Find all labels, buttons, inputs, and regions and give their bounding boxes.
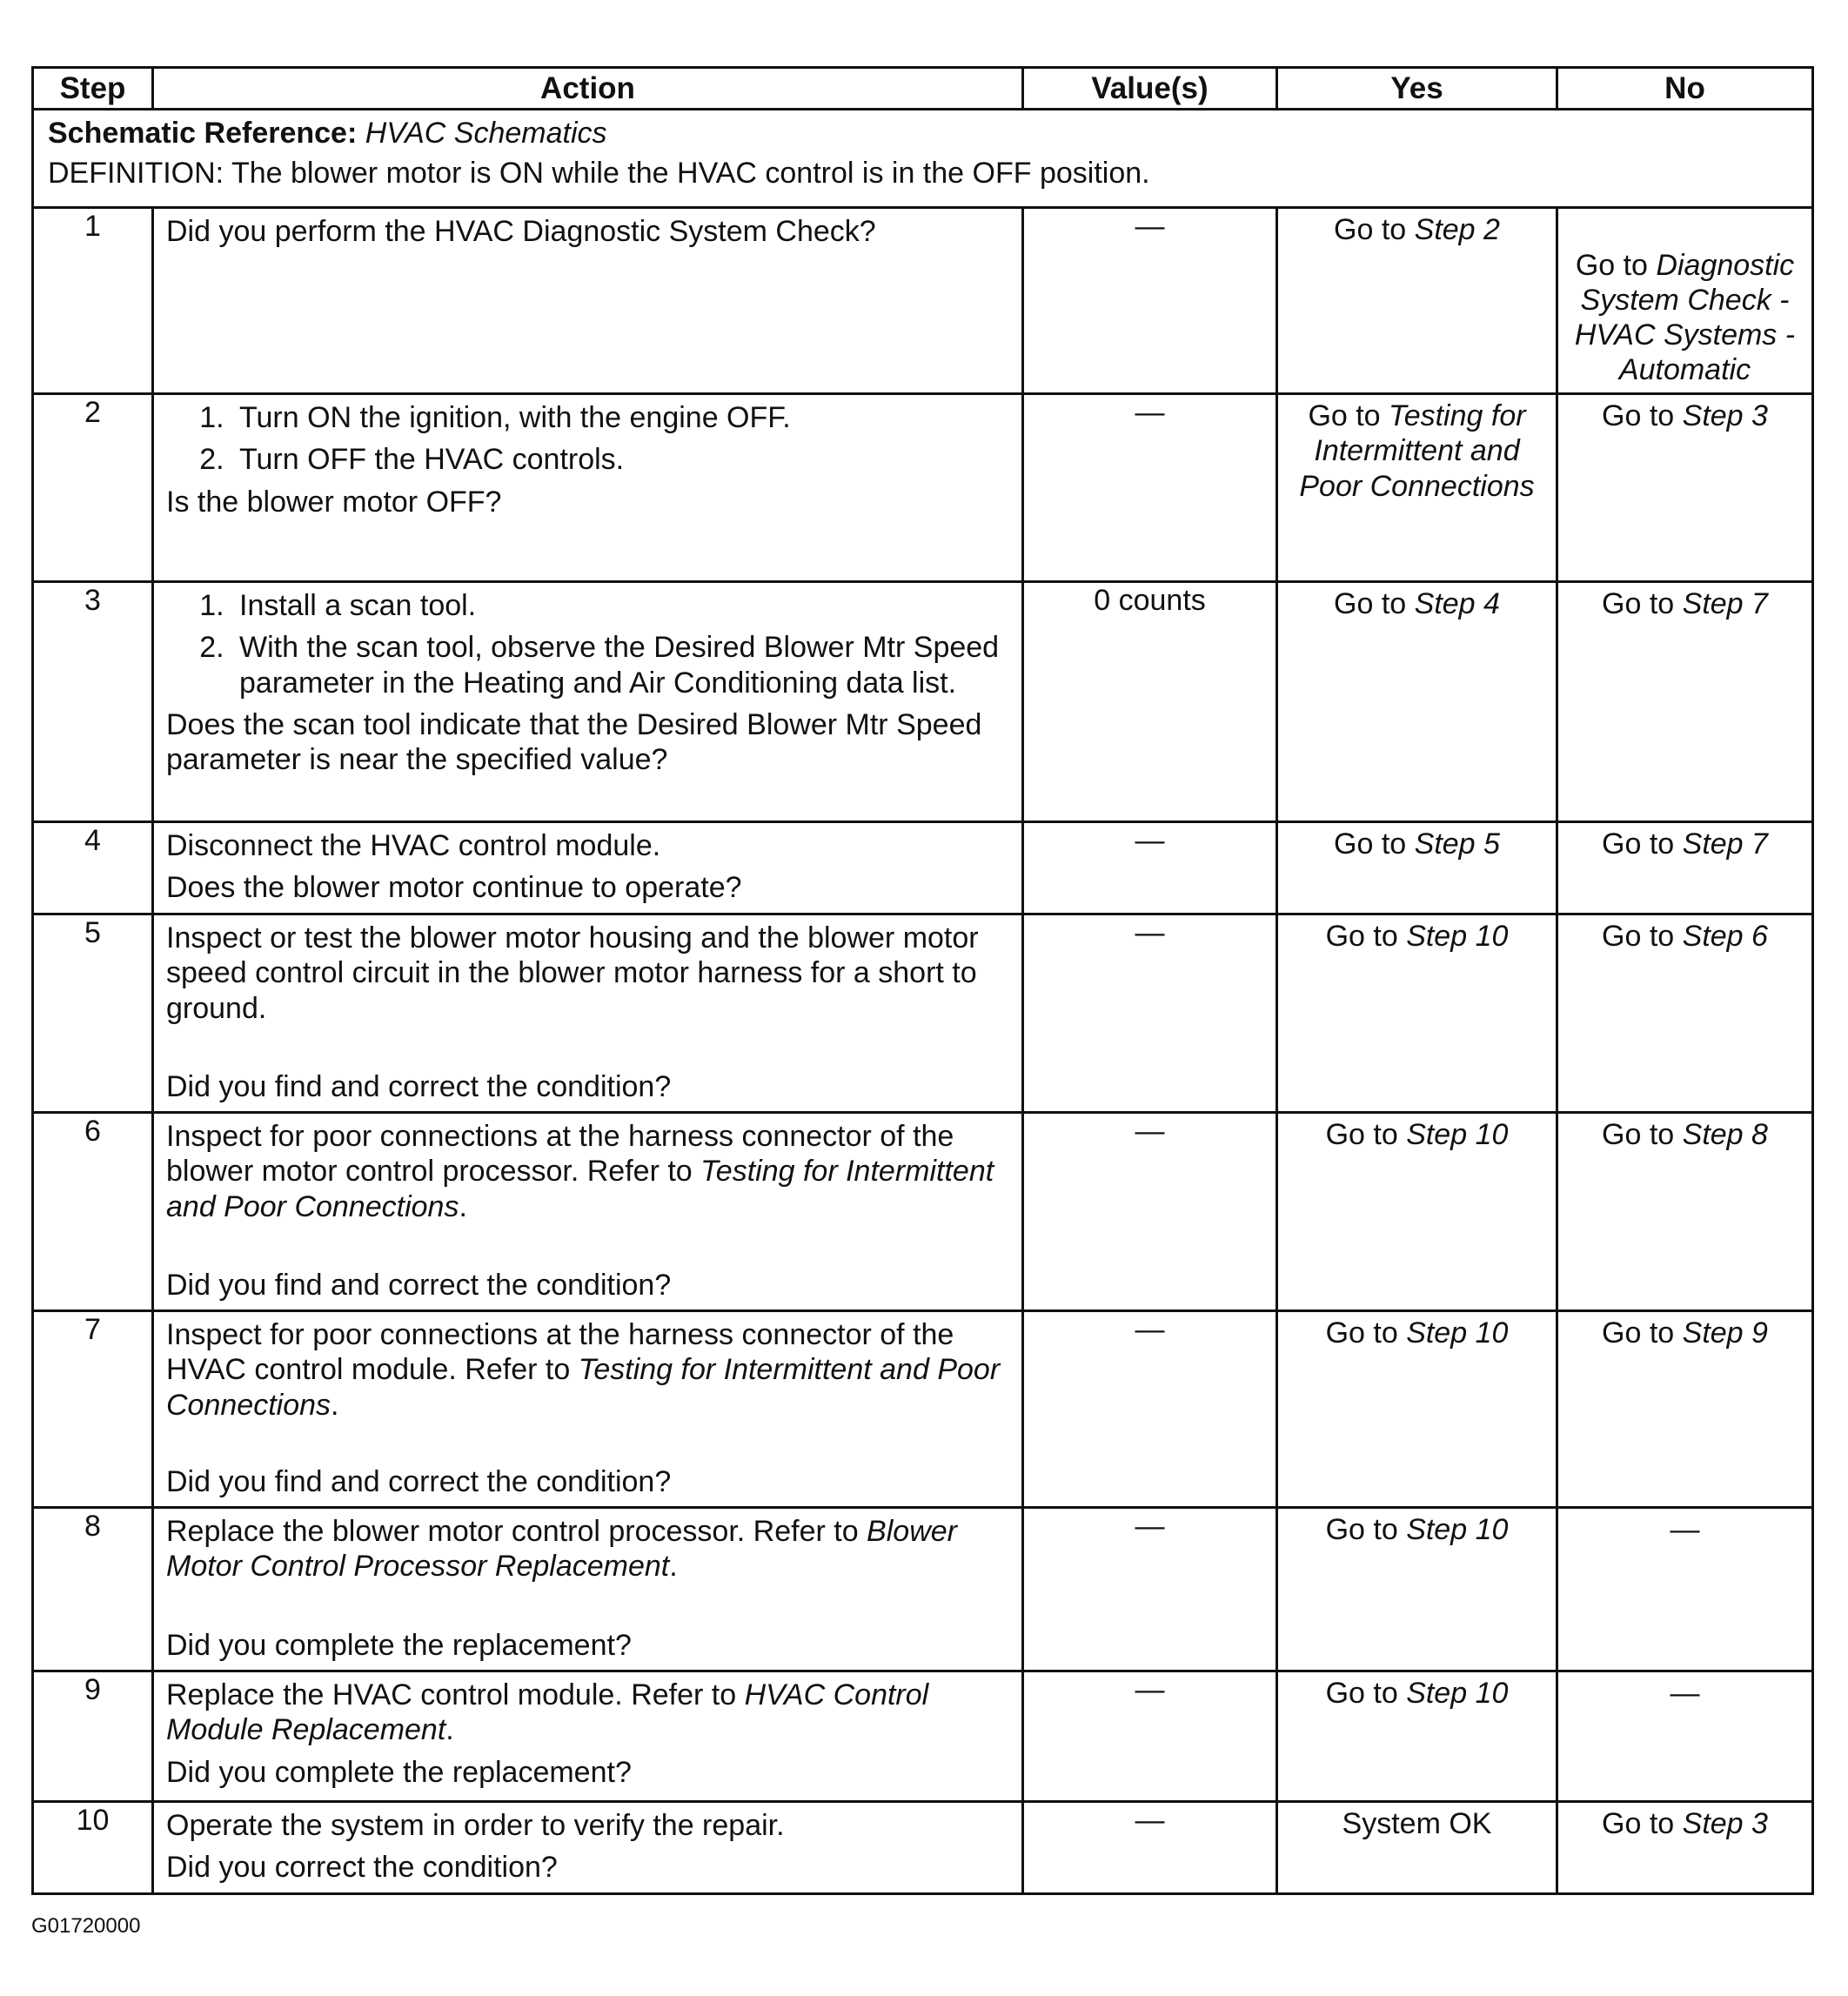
- substep-list: [166, 400, 1009, 477]
- substep: 2. Turn OFF the HVAC controls.: [232, 442, 1009, 477]
- header-action: Action: [153, 68, 1023, 110]
- action-text: Inspect for poor connections at the harness connector of the blower motor control processor. Refer to: [166, 1120, 954, 1189]
- table-row: [33, 1311, 1813, 1508]
- yes-cell: [1277, 208, 1557, 394]
- step-number: 4: [33, 822, 153, 914]
- value-cell: —: [1023, 394, 1277, 582]
- table-row: [33, 1508, 1813, 1671]
- yes-link[interactable]: Testing for Intermittent and Poor Connections: [1299, 399, 1535, 503]
- value-cell: —: [1023, 208, 1277, 394]
- action-text-block: Inspect for poor connections at the harness connector of the blower motor control processor. Refer to Testing for Intermittent and Poor Connections.: [166, 1120, 994, 1223]
- action-cell: [153, 822, 1023, 914]
- action-text-block: Inspect for poor connections at the harness connector of the HVAC control module. Refer to Testing for Intermittent and Poor Connections.: [166, 1318, 1001, 1422]
- no-cell: [1557, 1113, 1813, 1311]
- yes-link[interactable]: Step 10: [1406, 1513, 1509, 1547]
- table-row: [33, 822, 1813, 914]
- yes-prefix: Go to: [1334, 827, 1415, 861]
- schematic-reference-link[interactable]: HVAC Schematics: [365, 117, 607, 151]
- no-cell: —: [1557, 1671, 1813, 1802]
- action-text: Disconnect the HVAC control module.: [166, 829, 661, 863]
- substep-list: [166, 588, 1009, 700]
- action-question: Did you correct the condition?: [166, 1851, 558, 1885]
- action-cell: [153, 394, 1023, 582]
- step-number: 10: [33, 1802, 153, 1893]
- step-number: 8: [33, 1508, 153, 1671]
- action-text: Operate the system in order to verify the repair.: [166, 1809, 785, 1843]
- yes-prefix: Go to: [1308, 399, 1389, 433]
- yes-link[interactable]: Step 10: [1406, 1118, 1509, 1152]
- action-cell: [153, 582, 1023, 822]
- action-question: Did you find and correct the condition?: [166, 1070, 672, 1104]
- no-prefix: Go to: [1602, 399, 1683, 433]
- table-row: [33, 1671, 1813, 1802]
- no-cell: [1557, 208, 1813, 394]
- action-cell: [153, 914, 1023, 1113]
- table-row: [33, 1802, 1813, 1893]
- yes-prefix: Go to: [1325, 1118, 1407, 1152]
- yes-cell: [1277, 582, 1557, 822]
- yes-link[interactable]: Step 10: [1406, 1316, 1509, 1350]
- yes-cell: [1277, 1671, 1557, 1802]
- action-question: Did you complete the replacement?: [166, 1629, 632, 1663]
- value-cell: —: [1023, 1802, 1277, 1893]
- header-step: Step: [33, 68, 153, 110]
- yes-link[interactable]: Step 10: [1406, 920, 1509, 954]
- table-row: [33, 208, 1813, 394]
- step-number: 5: [33, 914, 153, 1113]
- no-link[interactable]: Step 8: [1682, 1118, 1768, 1152]
- figure-id: G01720000: [31, 1914, 141, 1938]
- action-question: Does the blower motor continue to operate?: [166, 871, 742, 905]
- table-row: [33, 582, 1813, 822]
- value-cell: 0 counts: [1023, 582, 1277, 822]
- no-link[interactable]: Step 3: [1682, 399, 1768, 433]
- action-text: Replace the blower motor control processor. Refer to: [166, 1515, 867, 1549]
- yes-cell: [1277, 914, 1557, 1113]
- step-number: 1: [33, 208, 153, 394]
- header-no: No: [1557, 68, 1813, 110]
- step-number: 6: [33, 1113, 153, 1311]
- yes-link[interactable]: Step 10: [1406, 1677, 1509, 1711]
- no-cell: —: [1557, 1508, 1813, 1671]
- table-row: [33, 1113, 1813, 1311]
- step-number: 9: [33, 1671, 153, 1802]
- action-text: Inspect or test the blower motor housing and the blower motor speed control circuit in the blower motor harness for a short to ground.: [166, 921, 979, 1025]
- yes-prefix: Go to: [1325, 920, 1407, 954]
- value-cell: —: [1023, 914, 1277, 1113]
- action-reference-link[interactable]: HVAC Control Module Replacement: [166, 1678, 929, 1747]
- action-question: Did you perform the HVAC Diagnostic System Check?: [166, 215, 876, 249]
- reference-cell: [33, 110, 1813, 208]
- action-question: Did you complete the replacement?: [166, 1755, 632, 1789]
- action-reference-link[interactable]: Blower Motor Control Processor Replacement: [166, 1515, 957, 1584]
- yes-cell: [1277, 1113, 1557, 1311]
- no-prefix: Go to: [1602, 1807, 1683, 1841]
- value-cell: —: [1023, 1508, 1277, 1671]
- no-link[interactable]: Diagnostic System Check - HVAC Systems - Automatic: [1574, 248, 1796, 387]
- no-prefix: Go to: [1602, 587, 1683, 621]
- no-cell: [1557, 914, 1813, 1113]
- action-question: Is the blower motor OFF?: [166, 485, 502, 519]
- value-cell: —: [1023, 1113, 1277, 1311]
- no-cell: [1557, 394, 1813, 582]
- no-prefix: Go to: [1602, 920, 1683, 954]
- yes-prefix: Go to: [1325, 1316, 1407, 1350]
- table-row: [33, 914, 1813, 1113]
- no-prefix: Go to: [1602, 827, 1683, 861]
- diagnostic-table: [31, 66, 1814, 1895]
- value-cell: —: [1023, 1311, 1277, 1508]
- step-number: 2: [33, 394, 153, 582]
- no-link[interactable]: Step 7: [1682, 587, 1768, 621]
- schematic-reference: [48, 116, 1798, 151]
- action-cell: [153, 1311, 1023, 1508]
- no-prefix: Go to: [1602, 1316, 1683, 1350]
- yes-link[interactable]: Step 5: [1414, 827, 1500, 861]
- no-cell: [1557, 1311, 1813, 1508]
- action-text: Replace the HVAC control module. Refer to: [166, 1678, 745, 1712]
- action-cell: [153, 208, 1023, 394]
- no-cell: [1557, 582, 1813, 822]
- table-row: [33, 394, 1813, 582]
- value-cell: —: [1023, 1671, 1277, 1802]
- action-reference-link[interactable]: Testing for Intermittent and Poor Connections: [166, 1155, 994, 1223]
- schematic-reference-label: Schematic Reference:: [48, 117, 358, 151]
- action-question: Did you find and correct the condition?: [166, 1465, 672, 1499]
- yes-cell: System OK: [1277, 1802, 1557, 1893]
- substep: 2. With the scan tool, observe the Desired Blower Mtr Speed parameter in the Heating and Air Conditioning data list.: [232, 630, 1009, 700]
- yes-link[interactable]: Step 4: [1414, 587, 1500, 621]
- yes-prefix: Go to: [1325, 1513, 1407, 1547]
- action-cell: [153, 1802, 1023, 1893]
- yes-cell: [1277, 1311, 1557, 1508]
- step-number: 3: [33, 582, 153, 822]
- step-number: 7: [33, 1311, 153, 1508]
- reference-row: [33, 110, 1813, 208]
- action-cell: [153, 1508, 1023, 1671]
- yes-prefix: Go to: [1334, 213, 1415, 247]
- action-question: Did you find and correct the condition?: [166, 1269, 672, 1303]
- action-text-block: Replace the blower motor control processor. Refer to Blower Motor Control Processor Replacement.: [166, 1515, 957, 1584]
- no-link[interactable]: Step 3: [1682, 1807, 1768, 1841]
- yes-cell: [1277, 1508, 1557, 1671]
- action-cell: [153, 1671, 1023, 1802]
- substep: 1. Turn ON the ignition, with the engine OFF.: [232, 400, 1009, 435]
- table-header-row: [33, 68, 1813, 110]
- no-link[interactable]: Step 7: [1682, 827, 1768, 861]
- value-cell: —: [1023, 822, 1277, 914]
- no-prefix: Go to: [1602, 1118, 1683, 1152]
- definition-text: DEFINITION: The blower motor is ON while the HVAC control is in the OFF position.: [48, 157, 1150, 191]
- yes-cell: [1277, 394, 1557, 582]
- action-question: Does the scan tool indicate that the Desired Blower Mtr Speed parameter is near the specified value?: [166, 707, 982, 776]
- yes-link[interactable]: Step 2: [1414, 213, 1500, 247]
- no-prefix: Go to: [1575, 248, 1657, 282]
- no-link[interactable]: Step 6: [1682, 920, 1768, 954]
- yes-cell: [1277, 822, 1557, 914]
- action-cell: [153, 1113, 1023, 1311]
- header-yes: Yes: [1277, 68, 1557, 110]
- yes-prefix: Go to: [1334, 587, 1415, 621]
- action-text-block: Replace the HVAC control module. Refer to HVAC Control Module Replacement.: [166, 1678, 929, 1747]
- action-reference-link[interactable]: Testing for Intermittent and Poor Connections: [166, 1353, 1001, 1422]
- yes-prefix: Go to: [1325, 1677, 1407, 1711]
- no-cell: [1557, 822, 1813, 914]
- action-text: Inspect for poor connections at the harness connector of the HVAC control module. Refer to: [166, 1318, 954, 1387]
- no-cell: [1557, 1802, 1813, 1893]
- header-values: Value(s): [1023, 68, 1277, 110]
- substep: 1. Install a scan tool.: [232, 588, 1009, 623]
- no-link[interactable]: Step 9: [1682, 1316, 1768, 1350]
